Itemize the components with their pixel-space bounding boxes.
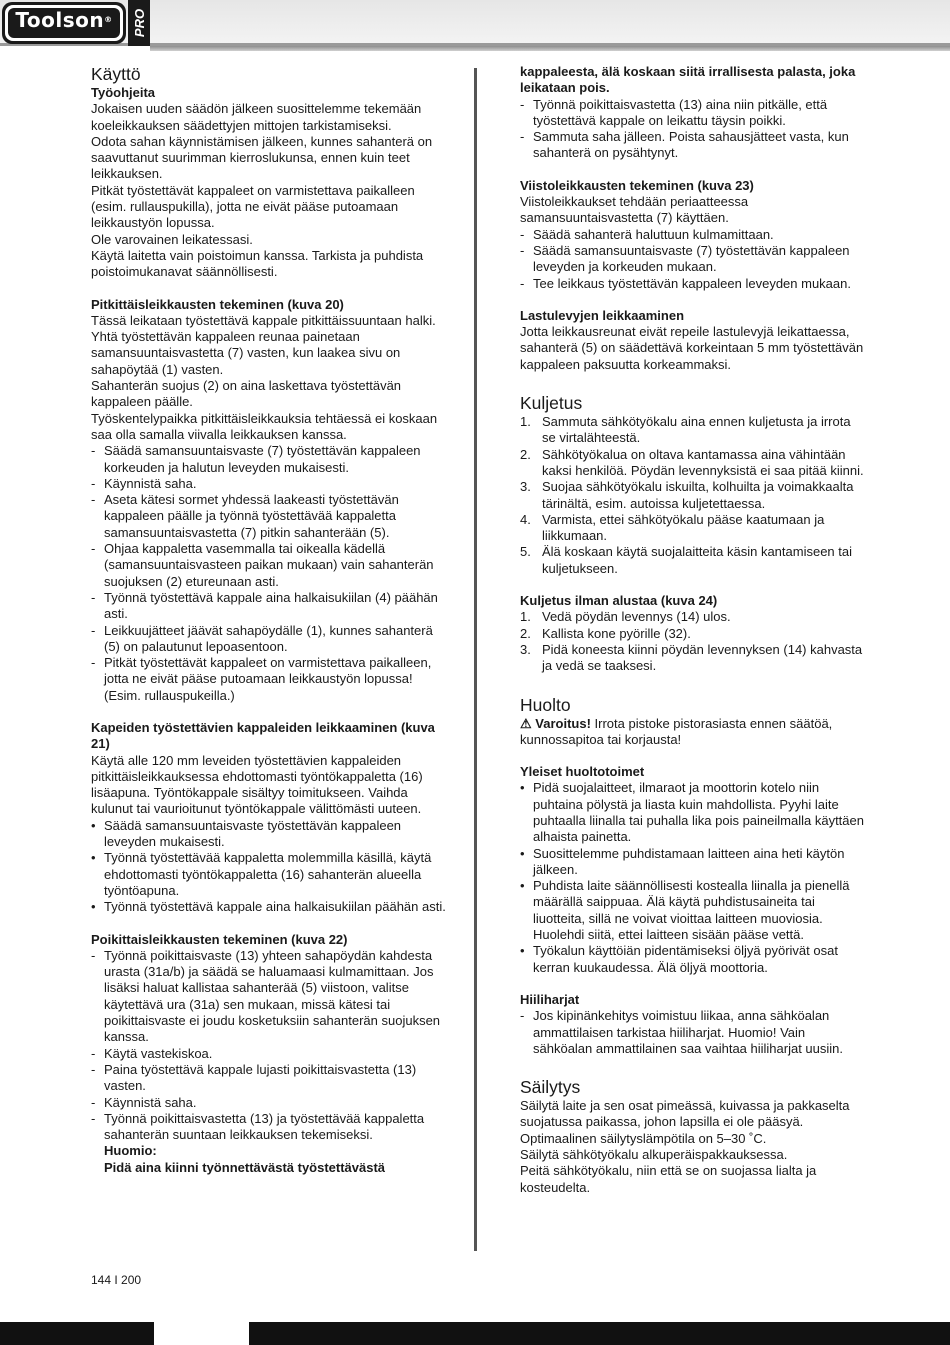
- list-item: - Tee leikkaus työstettävän kappaleen leveyden mukaan.: [520, 276, 865, 292]
- item-number: 5.: [520, 544, 531, 560]
- list-item: [520, 609, 865, 625]
- yleiset-list: [520, 780, 865, 976]
- section-title-huolto: Huolto: [520, 694, 571, 715]
- paragraph: Ole varovainen leikatessasi.: [91, 231, 253, 247]
- page-header: [0, 0, 950, 52]
- paragraph: Viistoleikkaukset tehdään periaatteessa samansuuntaisvastetta (7) käyttäen.: [520, 194, 749, 226]
- huomio-label: Huomio:: [104, 1143, 157, 1159]
- item-text: Varmista, ettei sähkötyökalu pääse kaatumaan ja liikkumaan.: [542, 511, 825, 544]
- item-number: 1.: [520, 414, 531, 430]
- list-item: - Ohjaa kappaletta vasemmalla tai oikealla kädellä (samansuuntaisvasteen paikan mukaan) vain sahanterän suojuksen (2) etureunaan asti.: [91, 541, 446, 590]
- list-item: - Aseta kätesi sormet yhdessä laakeasti työstettävän kappaleen päälle ja työnnä työstettävää kappaletta samansuuntaisvastetta (7) pitkin sahanterään (5).: [91, 492, 446, 541]
- item-text: Pidä koneesta kiinni pöydän levennyksen (14) kahvasta ja vedä se taaksesi.: [542, 641, 863, 674]
- heading-lastulevy: Lastulevyjen leikkaaminen: [520, 307, 685, 323]
- header-shadow: [150, 46, 950, 51]
- list-item: • Työnnä työstettävä kappale aina halkaisukiilan päähän asti.: [91, 899, 446, 915]
- column-divider: [474, 68, 477, 1251]
- paragraph: Säilytä sähkötyökalu alkuperäispakkauksessa.: [520, 1147, 788, 1163]
- page-number: 144 I 200: [91, 1273, 142, 1287]
- paragraph: Pitkät työstettävät kappaleet on varmistettava paikalleen (esim. rullauspukilla), jotta ne eivät pääse putoamaan leikkaustyön lopussa.: [91, 182, 415, 231]
- list-item: - Työnnä poikittaisvastetta (13) aina niin pitkälle, että työstettävä kappale on leikattu täysin poikki.: [520, 97, 865, 130]
- list-item: [520, 512, 865, 545]
- paragraph: Käytä alle 120 mm leveiden työstettävien kappaleiden pitkittäisleikkauksessa ehdottomasti työntökappaletta (16) lisäapuna. Työntökappale sisältyy toimitukseen. Vaihda kulunut tai vaurioitunut työntökappale välittömästi uuteen.: [91, 752, 423, 817]
- logo-reg: ®: [104, 15, 113, 24]
- item-number: 2.: [520, 446, 531, 462]
- list-item: - Käynnistä saha.: [91, 476, 446, 492]
- paragraph: Käytä laitetta vain poistoimun kanssa. Tarkista ja puhdista poistoimukanavat säännöllisesti.: [91, 247, 424, 280]
- footer-bar-right: [249, 1322, 950, 1345]
- warning-paragraph: [520, 716, 865, 749]
- list-item: - Säädä sahanterä haluttuun kulmamittaan.: [520, 227, 865, 243]
- heading-hiiliharjat: Hiiliharjat: [520, 991, 580, 1007]
- list-item: • Pidä suojalaitteet, ilmaraot ja moottorin kotelo niin puhtaina pölystä ja liasta kuin mahdollista. Pyyhi laite puhtaalla liinalla tai puhalla lika pois paineilmalla käyttäen alhaista painetta.: [520, 780, 865, 845]
- item-text: Suojaa sähkötyökalu iskuilta, kolhuilta ja voimakkaalta tärinältä, esim. autoissa kuljetettaessa.: [542, 479, 854, 511]
- paragraph: Jotta leikkausreunat eivät repeile lastulevyjä leikattaessa, sahanterä (5) on säädettävä korkeintaan 5 mm työstettävän kappaleen paksuutta korkeammaksi.: [520, 324, 864, 372]
- logo-brand: Toolson: [15, 8, 105, 32]
- list-item-text: Työnnä poikittaisvastetta (13) ja työstettävää kappaletta sahanterän suuntaan leikkauksen tekemiseksi.: [104, 1110, 425, 1143]
- paragraph: Jokaisen uuden säädön jälkeen suosittelemme tekemään koeleikkauksen säädettyjen mittojen tarkistamiseksi.: [91, 101, 422, 133]
- heading-yleiset: Yleiset huoltotoimet: [520, 764, 645, 780]
- list-item: - Työnnä työstettävä kappale aina halkaisukiilan (4) päähän asti.: [91, 590, 446, 623]
- heading-poikittais: Poikittaisleikkausten tekeminen (kuva 22): [91, 931, 348, 947]
- heading-kapeiden: Kapeiden työstettävien kappaleiden leikkaaminen (kuva 21): [91, 719, 435, 752]
- paragraph: Peitä sähkötyökalu, niin että se on suojassa lialta ja kosteudelta.: [520, 1163, 817, 1195]
- pitkittais-steps: [91, 443, 446, 704]
- heading-viisto: Viistoleikkausten tekeminen (kuva 23): [520, 177, 754, 193]
- pro-label: PRO: [132, 8, 147, 38]
- hiiliharjat-list: [520, 1008, 865, 1057]
- list-item: - Työnnä poikittaisvaste (13) yhteen sahapöydän kahdesta urasta (31a/b) ja säädä se haluamaasi kulmamittaan. Jos lisäksi haluat kallistaa sahanterää (5) viistoon, valitse käytettävä ura (31a) sen mukaan, missä kätesi tai poikittaisvaste ei joudu kosketuksiin sahanterän suojuksen kanssa.: [91, 948, 446, 1046]
- list-item: [520, 642, 865, 675]
- item-text: Kallista kone pyörille (32).: [542, 625, 691, 641]
- list-item: - Paina työstettävä kappale lujasti poikittaisvastetta (13) vasten.: [91, 1062, 446, 1095]
- list-item: [520, 544, 865, 577]
- paragraph: Säilytä laite ja sen osat pimeässä, kuivassa ja pakkaselta suojatussa paikassa, johon lapsilla ei ole pääsyä. Optimaalinen säilytyslämpötila on 5–30 ˚C.: [520, 1098, 850, 1146]
- section-title-kuljetus: Kuljetus: [520, 393, 583, 414]
- list-item: - Säädä samansuuntaisvaste (7) työstettävän kappaleen leveyden ja korkeuden mukaan.: [520, 243, 865, 276]
- item-text: Vedä pöydän levennys (14) ulos.: [542, 609, 731, 625]
- list-item: • Puhdista laite säännöllisesti kostealla liinalla ja pienellä määrällä saippuaa. Älä käytä puhdistusaineita tai liuotteita, sillä ne voivat vioittaa laitteen muoviosia. Huolehdi siitä, ettei laitteen sisään pääse vettä.: [520, 878, 865, 943]
- list-item: - Käynnistä saha.: [91, 1095, 446, 1111]
- list-item: [520, 479, 865, 512]
- list-item: - Sammuta saha jälleen. Poista sahausjätteet vasta, kun sahanterä on pysähtynyt.: [520, 129, 865, 162]
- list-item: • Työnnä työstettävää kappaletta molemmilla käsillä, käytä ehdottomasti työntökappaletta (16) sahanterän alueella työntöapuna.: [91, 850, 446, 899]
- list-item: - Leikkuujätteet jäävät sahapöydälle (1), kunnes sahanterä (5) on palautunut lepoasentoon.: [91, 623, 446, 656]
- item-text: Sammuta sähkötyökalu aina ennen kuljetusta ja irrota se virtalähteestä.: [542, 414, 851, 446]
- item-number: 4.: [520, 511, 531, 527]
- list-item: • Suosittelemme puhdistamaan laitteen aina heti käytön jälkeen.: [520, 846, 865, 879]
- list-item: • Säädä samansuuntaisvaste työstettävän kappaleen leveyden mukaisesti.: [91, 818, 446, 851]
- warning-label: Varoitus!: [535, 715, 591, 731]
- list-item: [91, 1111, 446, 1176]
- warning-text: Irrota pistoke pistorasiasta ennen säätöä, kunnossapitoa tai korjausta!: [520, 715, 833, 747]
- list-item: [520, 414, 865, 447]
- poikittais-steps: [91, 948, 446, 1176]
- item-number: 3.: [520, 479, 531, 495]
- heading-ilman-alustaa: Kuljetus ilman alustaa (kuva 24): [520, 593, 718, 609]
- list-item: • Työkalun käyttöiän pidentämiseksi öljyä pyörivät osat kerran kuukaudessa. Älä öljyä moottoria.: [520, 943, 865, 976]
- toolson-logo: [2, 2, 126, 44]
- list-item: - Pitkät työstettävät kappaleet on varmistettava paikalleen, jotta ne eivät pääse putoamaan leikkaustyön lopussa! (Esim. rullauspukeilla.): [91, 655, 446, 704]
- heading-pitkittais: Pitkittäisleikkausten tekeminen (kuva 20): [91, 296, 344, 312]
- section-title-kaytto: Käyttö: [91, 64, 141, 84]
- warning-icon: ⚠: [520, 715, 532, 731]
- list-item: [520, 626, 865, 642]
- footer-bar-left: [0, 1322, 154, 1345]
- section-title-sailytys: Säilytys: [520, 1077, 581, 1098]
- kuljetus-steps: [520, 414, 865, 577]
- kapeiden-steps: [91, 818, 446, 916]
- paragraph: Yhtä työstettävän kappaleen reunaa painetaan samansuuntaisvastetta (7) vasten, kun laakea sivu on sahapöytää (1) vasten.: [91, 329, 401, 377]
- list-item: [520, 447, 865, 480]
- paragraph: Tässä leikataan työstettävä kappale pitkittäissuuntaan halki.: [91, 312, 436, 328]
- continued-warning: kappaleesta, älä koskaan siitä irrallisesta palasta, joka leikataan pois.: [520, 64, 856, 96]
- huomio-text: Pidä aina kiinni työnnettävästä työstettävästä: [104, 1159, 386, 1175]
- ilman-alustaa-steps: [520, 609, 865, 674]
- list-item: - Jos kipinänkehitys voimistuu liikaa, anna sähköalan ammattilaisen tarkistaa hiiliharjat. Huomio! Vain sähköalan ammattilainen saa vaihtaa hiiliharjat uusiin.: [520, 1008, 865, 1057]
- left-column: [91, 64, 446, 1176]
- paragraph: Työskentelypaikka pitkittäisleikkauksia tehtäessä ei koskaan saa olla samalla viivalla leikkauksen kanssa.: [91, 410, 438, 442]
- item-text: Älä koskaan käytä suojalaitteita käsin kantamiseen tai kuljetukseen.: [542, 544, 853, 576]
- heading-tyoohjeita: Työohjeita: [91, 85, 156, 100]
- paragraph: Odota sahan käynnistämisen jälkeen, kunnes sahanterä on saavuttanut suurimman kierroslukunsa, ennen kuin teet leikkauksen.: [91, 133, 433, 182]
- pro-tag: [128, 0, 150, 46]
- item-number: 2.: [520, 625, 531, 641]
- list-item: - Säädä samansuuntaisvaste (7) työstettävän kappaleen korkeuden ja halutun leveyden mukaisesti.: [91, 443, 446, 476]
- list-item: - Käytä vastekiskoa.: [91, 1046, 446, 1062]
- continued-steps: [520, 97, 865, 162]
- item-number: 3.: [520, 641, 531, 657]
- viisto-steps: [520, 227, 865, 292]
- right-column: [520, 64, 865, 1196]
- paragraph: Sahanterän suojus (2) on aina laskettava työstettävän kappaleen päälle.: [91, 378, 402, 410]
- item-number: 1.: [520, 609, 531, 625]
- item-text: Sähkötyökalua on oltava kantamassa aina vähintään kaksi henkilöä. Pöydän levennyksistä ei saa pitää kiinni.: [542, 446, 864, 478]
